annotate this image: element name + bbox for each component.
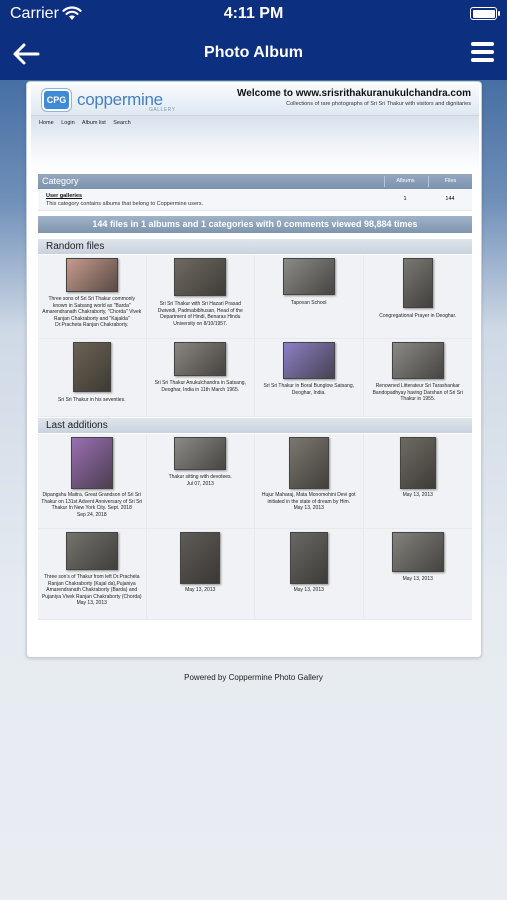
site-description: Collections of rare photographs of Sri Sri Thakur with visitors and dignitaries bbox=[286, 101, 471, 107]
photo-date: May 13, 2013 bbox=[185, 587, 216, 593]
last-additions-header: Last additions bbox=[38, 418, 472, 433]
random-file-item[interactable] bbox=[255, 339, 364, 417]
webview-page bbox=[26, 81, 482, 658]
top-navigation-area bbox=[31, 116, 479, 172]
page-title: Photo Album bbox=[204, 44, 303, 61]
photo-caption bbox=[150, 587, 252, 594]
category-link-user-galleries[interactable]: User galleries bbox=[46, 193, 83, 199]
photo-caption-text: Hujur Maharaj, Mata Monomohini Devi got initiated in the state of dream by Him. bbox=[261, 492, 356, 505]
coppermine-logo-text: coppermine bbox=[77, 90, 163, 109]
photo-caption bbox=[367, 313, 470, 320]
photo-thumbnail[interactable] bbox=[174, 342, 226, 376]
table-row bbox=[38, 189, 472, 211]
photo-caption-text: Sri Sri Thakur in his seventies. bbox=[58, 397, 126, 403]
photo-caption-text: Sri Sri Thakur in Boral Bunglow Satsang, Deoghar, India. bbox=[263, 383, 354, 396]
footer-credit: Powered by Coppermine Photo Gallery bbox=[184, 673, 323, 682]
photo-thumbnail[interactable] bbox=[73, 342, 111, 392]
nav-bar bbox=[0, 30, 507, 80]
nav-link-login[interactable]: Login bbox=[61, 120, 75, 126]
photo-caption-text: Three son's of Thakur from left Dr.Pracheta Ranjan Chakraborty (Kajal da),Pujaniya Amarendranath Chakraborty (Barda) and Pujaniya Vivek Ranjan Chakraborty (Chorda) bbox=[41, 574, 142, 600]
photo-thumbnail[interactable] bbox=[174, 437, 226, 470]
photo-thumbnail[interactable] bbox=[283, 342, 335, 379]
photo-caption-text: Congregational Prayer in Deoghar. bbox=[379, 313, 457, 319]
random-files-header: Random files bbox=[38, 239, 472, 254]
top-nav bbox=[39, 120, 137, 126]
photo-caption bbox=[41, 492, 143, 518]
photo-caption-text: Tapovan School bbox=[290, 300, 327, 306]
photo-caption bbox=[41, 296, 143, 329]
photo-date: May 13, 2013 bbox=[293, 587, 324, 593]
random-file-item[interactable] bbox=[364, 339, 473, 417]
last-addition-item[interactable] bbox=[255, 529, 364, 620]
site-header bbox=[31, 84, 479, 116]
photo-caption-text: Renowned Litterateur Sri Tarashankar Bandopadhyay having Darshan of Sri Sri Thakur in 1955. bbox=[372, 383, 463, 402]
file-count: 144 bbox=[445, 196, 455, 202]
photo-date: May 13, 2013 bbox=[402, 492, 433, 498]
photo-thumbnail[interactable] bbox=[403, 258, 433, 308]
photo-thumbnail[interactable] bbox=[289, 437, 329, 489]
last-addition-item[interactable] bbox=[147, 434, 256, 529]
gallery-logo-subtext: GALLERY bbox=[149, 107, 176, 113]
last-addition-item[interactable] bbox=[38, 529, 147, 620]
photo-caption bbox=[150, 474, 252, 487]
site-title: Welcome to www.srisrithakuranukulchandra.com bbox=[237, 88, 471, 99]
photo-thumbnail[interactable] bbox=[290, 532, 328, 584]
photo-thumbnail[interactable] bbox=[71, 437, 113, 489]
nav-link-home[interactable]: Home bbox=[39, 120, 54, 126]
photo-date: May 13, 2013 bbox=[293, 505, 324, 511]
photo-thumbnail[interactable] bbox=[283, 258, 335, 295]
photo-thumbnail[interactable] bbox=[392, 532, 444, 572]
photo-caption-text: Sri Sri Thakur Anukulchandra in Satsang, Deoghar, India in 11th March 1965. bbox=[154, 380, 246, 393]
gallery-stats: 144 files in 1 albums and 1 categories with 0 comments viewed 98,884 times bbox=[38, 216, 472, 233]
last-addition-item[interactable] bbox=[364, 529, 473, 620]
photo-caption-text: Dipangshu Maitra, Great Grandson of Sri Sri Thakur on 131st Advent Anniversary of Sri Sri Thakur In New York City. Sept. 2018 bbox=[41, 492, 143, 511]
photo-thumbnail[interactable] bbox=[66, 532, 118, 570]
photo-thumbnail[interactable] bbox=[180, 532, 220, 584]
category-table bbox=[38, 174, 472, 211]
photo-caption bbox=[41, 574, 143, 607]
album-count: 1 bbox=[403, 196, 407, 202]
photo-caption bbox=[258, 383, 360, 396]
photo-caption-text: Three sons of Sri Sri Thakur commonly known in Satsang world as "Barda" Amarendranath Chakraborty, "Chorda" Vivek Ranjan Chakraborty and "Kajalda" Dr.Pracheta Ranjan Chakraborty. bbox=[42, 296, 142, 328]
photo-caption bbox=[150, 380, 252, 393]
photo-date: May 13, 2013 bbox=[76, 600, 107, 606]
photo-thumbnail[interactable] bbox=[66, 258, 118, 292]
photo-thumbnail[interactable] bbox=[392, 342, 444, 379]
photo-caption bbox=[367, 576, 470, 583]
last-addition-item[interactable] bbox=[147, 529, 256, 620]
photo-thumbnail[interactable] bbox=[400, 437, 436, 489]
photo-caption bbox=[41, 397, 143, 404]
category-description: This category contains albums that belong to Coppermine users. bbox=[46, 201, 204, 207]
last-addition-item[interactable] bbox=[364, 434, 473, 529]
albums-column-header: Albums bbox=[384, 176, 426, 187]
random-file-item[interactable] bbox=[147, 255, 256, 339]
photo-date: May 13, 2013 bbox=[402, 576, 433, 582]
photo-date: Jul 07, 2013 bbox=[186, 480, 214, 487]
nav-link-search[interactable]: Search bbox=[113, 120, 131, 126]
hamburger-menu-icon[interactable] bbox=[471, 42, 494, 64]
nav-link-album-list[interactable]: Album list bbox=[81, 120, 106, 126]
last-addition-item[interactable] bbox=[255, 434, 364, 529]
random-file-item[interactable] bbox=[147, 339, 256, 417]
random-file-item[interactable] bbox=[38, 255, 147, 339]
random-file-item[interactable] bbox=[38, 339, 147, 417]
cpg-logo[interactable]: CPG bbox=[42, 89, 71, 111]
status-time: 4:11 PM bbox=[223, 5, 284, 22]
status-bar bbox=[0, 0, 507, 30]
files-column-header: Files bbox=[428, 176, 472, 187]
photo-caption bbox=[258, 492, 360, 512]
photo-caption bbox=[258, 587, 360, 594]
random-file-item[interactable] bbox=[255, 255, 364, 339]
battery-icon bbox=[470, 7, 497, 20]
photo-caption bbox=[258, 300, 360, 307]
random-file-item[interactable] bbox=[364, 255, 473, 339]
photo-caption-text: Thakur sitting with devotees. bbox=[168, 474, 232, 480]
photo-caption bbox=[150, 301, 252, 327]
photo-caption-text: Sri Sri Thakur with Sri Hazari Prasad Dwivedi, Padmabibhusan, Head of the Department of Hindi, Benaras Hindu University on 8/10/1957. bbox=[157, 301, 243, 327]
random-files-grid bbox=[38, 255, 472, 417]
last-additions-grid bbox=[38, 434, 472, 620]
last-addition-item[interactable] bbox=[38, 434, 147, 529]
category-column-header: Category bbox=[42, 176, 79, 186]
photo-caption bbox=[367, 383, 470, 403]
photo-date: Sep 24, 2018 bbox=[76, 511, 107, 518]
photo-caption bbox=[367, 492, 470, 499]
photo-thumbnail[interactable] bbox=[174, 258, 226, 296]
carrier-label: Carrier bbox=[10, 5, 59, 22]
category-table-header bbox=[38, 174, 472, 189]
